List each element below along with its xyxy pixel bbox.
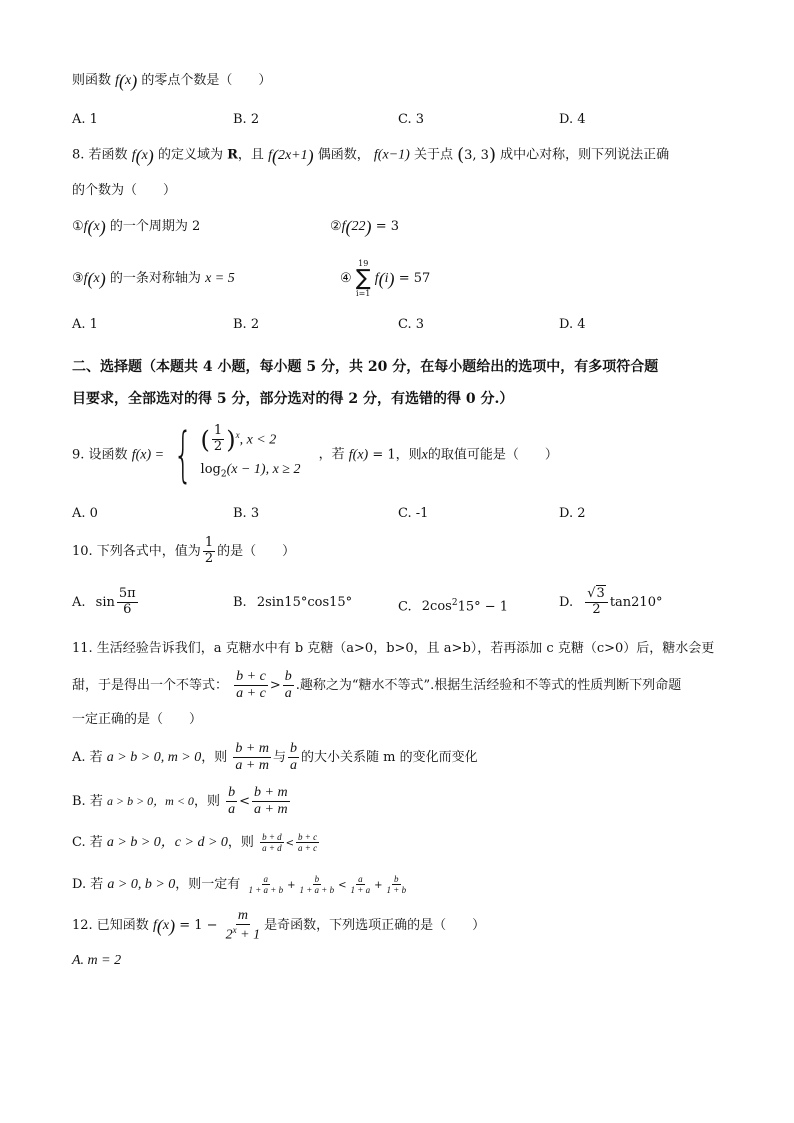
q10-option-b: B. 2sin15°cos15° (233, 595, 353, 610)
question-11-line1: 11. 生活经验告诉我们，a 克糖水中有 b 克糖（a>0，b>0，且 a>b），若再添加 c 克糖（c>0）后，糖水会更 (72, 641, 715, 656)
question-10: 10. 下列各式中，值为 $\frac{1}{2}$ 的是（ ） (72, 535, 296, 566)
q8-statement-3: ③f(x) 的一条对称轴为 x = 5 (72, 269, 235, 289)
q10-option-a: A. sin $\frac{5\pi}{6}$ (72, 586, 136, 617)
q8-option-b: B. 2 (233, 317, 260, 332)
question-7-tail: 则函数 f(x) 的零点个数是（ ） (72, 71, 272, 91)
q12-option-a: A. m = 2 (72, 953, 122, 968)
q7-option-b: B. 2 (233, 112, 260, 127)
question-11-line3: 一定正确的是（ ） (72, 712, 203, 727)
left-brace: { (173, 419, 193, 490)
q11-option-d: D. 若 a > 0, b > 0，则一定有 $\frac{a}{1 + a + b}$ + $\frac{b}{1 + a + b}$ < $\frac{a}{1 + a}$ + $\frac{b}{1 + b}$ (72, 873, 407, 895)
q8-statement-4: ④ 19 ∑ i=1 f(i) = 57 (340, 258, 431, 298)
section-2-heading-line1: 二、选择题（本题共 4 小题，每小题 5 分，共 20 分，在每小题给出的选项中，有多项符合题 (72, 359, 659, 375)
q11-option-a: A. 若 a > b > 0, m > 0，则 $\frac{b + m}{a + m}$ 与 $\frac{b}{a}$ 的大小关系随 m 的变化而变化 (72, 740, 478, 773)
math-fx: f(x) (115, 71, 138, 91)
piecewise-cases: ( $\frac{1}{2}$ )$^x$, x < 2 $\log_2(x - 1)$, x ≥ 2 (200, 423, 301, 480)
q9-option-d: D. 2 (559, 506, 586, 521)
q8-option-d: D. 4 (559, 317, 586, 332)
q9-option-c: C. -1 (398, 506, 429, 521)
question-12: 12. 已知函数 f(x) = 1 − $\frac{m}{2^x + 1}$ 是奇函数，下列选项正确的是（ ） (72, 907, 486, 943)
q8-statement-1: ①f(x) 的一个周期为 2 (72, 217, 201, 237)
q8-statement-2: ②f(22) = 3 (330, 217, 399, 237)
q8-option-a: A. 1 (72, 317, 98, 332)
q7-option-a: A. 1 (72, 112, 98, 127)
q7-option-d: D. 4 (559, 112, 586, 127)
q10-option-c: C. $2\cos^215^\circ - 1$ (398, 598, 509, 615)
question-9: 9. 设函数 f(x) = { ( $\frac{1}{2}$ )$^x$, x < 2 $\log_2(x - 1)$, x ≥ 2 ，若 f(x) = 1，则x的取值可能是（ ） (72, 419, 558, 490)
q8-option-c: C. 3 (398, 317, 425, 332)
section-2-heading-line2: 目要求，全部选对的得 5 分，部分选对的得 2 分，有选错的得 0 分.） (72, 391, 514, 407)
q11-option-b: B. 若 a > b > 0，m < 0，则 $\frac{b}{a}$ < $\frac{b + m}{a + m}$ (72, 784, 288, 817)
q9-option-a: A. 0 (72, 506, 98, 521)
question-8-line2: 的个数为（ ） (72, 183, 177, 198)
q11-option-c: C. 若 a > b > 0，c > d > 0，则 $\frac{b + d}{a + d}$ < $\frac{b + c}{a + c}$ (72, 831, 318, 853)
q7-option-c: C. 3 (398, 112, 425, 127)
q10-option-d: D. $\frac{√3}{2}$ tan210° (559, 586, 663, 617)
q9-option-b: B. 3 (233, 506, 260, 521)
question-8-line1: 8. 若函数 f(x) 的定义域为 R，且 f(2x+1) 偶函数， f(x−1) 关于点 (3, 3) 成中心对称，则下列说法正确 (72, 144, 670, 166)
sigma-symbol: 19 ∑ i=1 (355, 258, 371, 298)
question-11-line2: 甜，于是得出一个不等式： $\frac{b + c}{a + c}$ > $\frac{b}{a}$ .趣称之为“糖水不等式”.根据生活经验和不等式的性质判断下列命题 (72, 668, 682, 701)
